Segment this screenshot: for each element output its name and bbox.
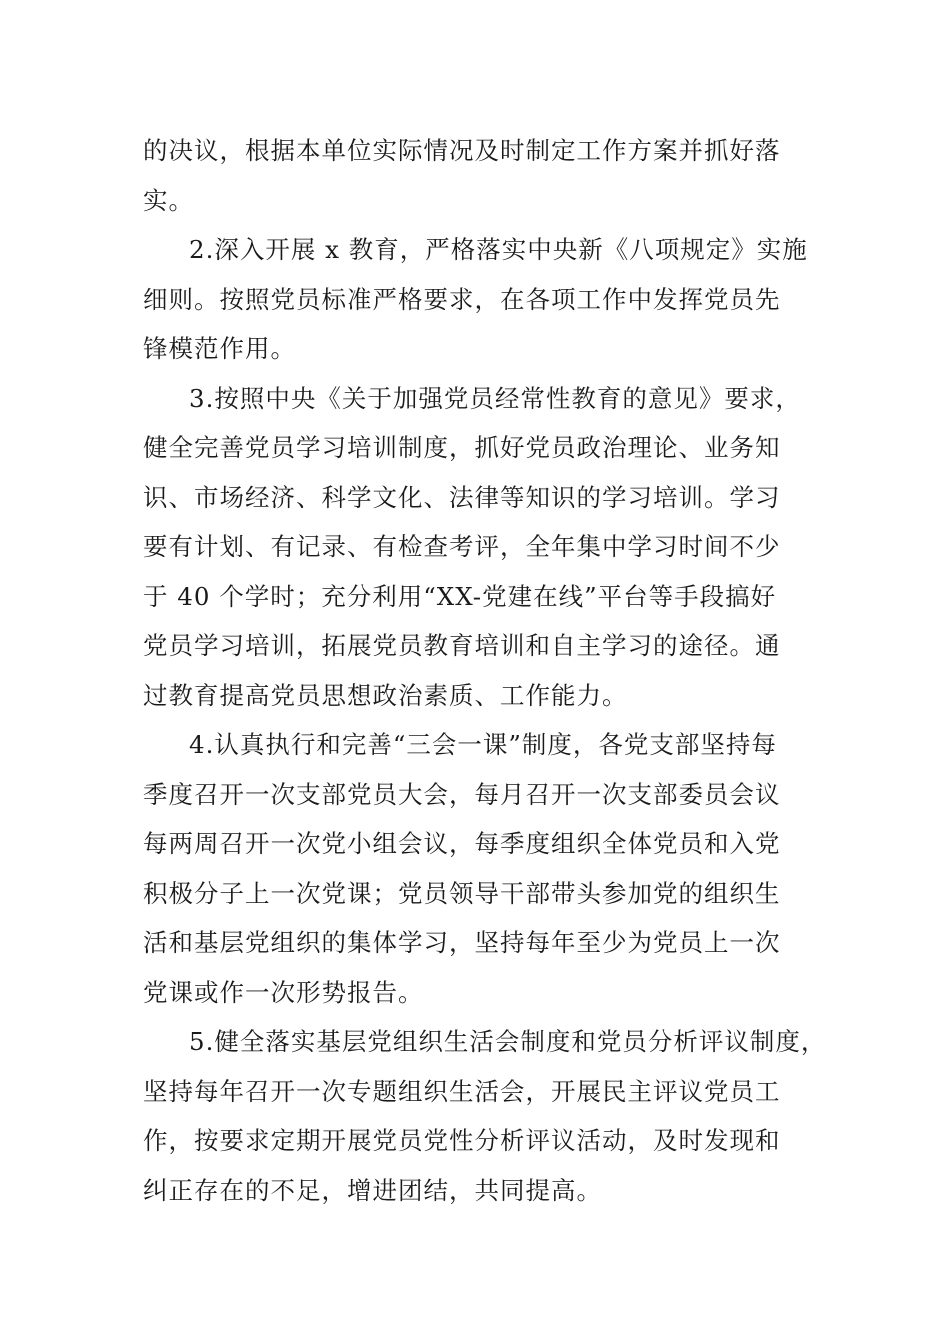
text-line: 锋模范作用。 (143, 334, 296, 363)
text-line: 每两周召开一次党小组会议，每季度组织全体党员和入党 (143, 829, 781, 858)
paragraph-item-5 (143, 1017, 827, 1215)
text-line: 季度召开一次支部党员大会，每月召开一次支部委员会议 (143, 779, 781, 809)
text-line: 纠正存在的不足，增进团结，共同提高。 (143, 1175, 602, 1205)
text-line: 健全完善党员学习培训制度，抓好党员政治理论、业务知 (143, 433, 781, 462)
paragraph-item-2 (143, 225, 823, 374)
paragraph-item-3 (143, 374, 823, 721)
paragraph-item-4 (143, 720, 823, 1017)
text-line: 3.按照中央《关于加强党员经常性教育的意见》要求， (189, 383, 801, 413)
text-line: 党员学习培训，拓展党员教育培训和自主学习的途径。通 (143, 631, 781, 660)
text-line: 积极分子上一次党课；党员领导干部带头参加党的组织生 (143, 878, 781, 908)
document-body (143, 126, 827, 1215)
text-line: 5.健全落实基层党组织生活会制度和党员分析评议制度， (189, 1027, 827, 1056)
text-line: 2.深入开展 x 教育，严格落实中央新《八项规定》实施 (189, 235, 808, 264)
text-line: 识、市场经济、科学文化、法律等知识的学习培训。学习 (143, 482, 781, 512)
text-line: 作，按要求定期开展党员党性分析评议活动，及时发现和 (143, 1126, 781, 1155)
paragraph-continuation (143, 126, 823, 225)
text-line: 的决议，根据本单位实际情况及时制定工作方案并抓好落 (143, 136, 781, 165)
text-line: 活和基层党组织的集体学习，坚持每年至少为党员上一次 (143, 928, 781, 957)
text-line: 党课或作一次形势报告。 (143, 977, 424, 1007)
text-line: 坚持每年召开一次专题组织生活会，开展民主评议党员工 (143, 1076, 781, 1106)
text-line: 细则。按照党员标准严格要求，在各项工作中发挥党员先 (143, 284, 781, 314)
text-line: 要有计划、有记录、有检查考评，全年集中学习时间不少 (143, 532, 781, 561)
text-line: 于 40 个学时；充分利用“XX-党建在线”平台等手段搞好 (143, 581, 777, 611)
text-line: 过教育提高党员思想政治素质、工作能力。 (143, 680, 628, 710)
text-line: 4.认真执行和完善“三会一课”制度，各党支部坚持每 (189, 730, 777, 759)
text-line: 实。 (143, 185, 194, 215)
